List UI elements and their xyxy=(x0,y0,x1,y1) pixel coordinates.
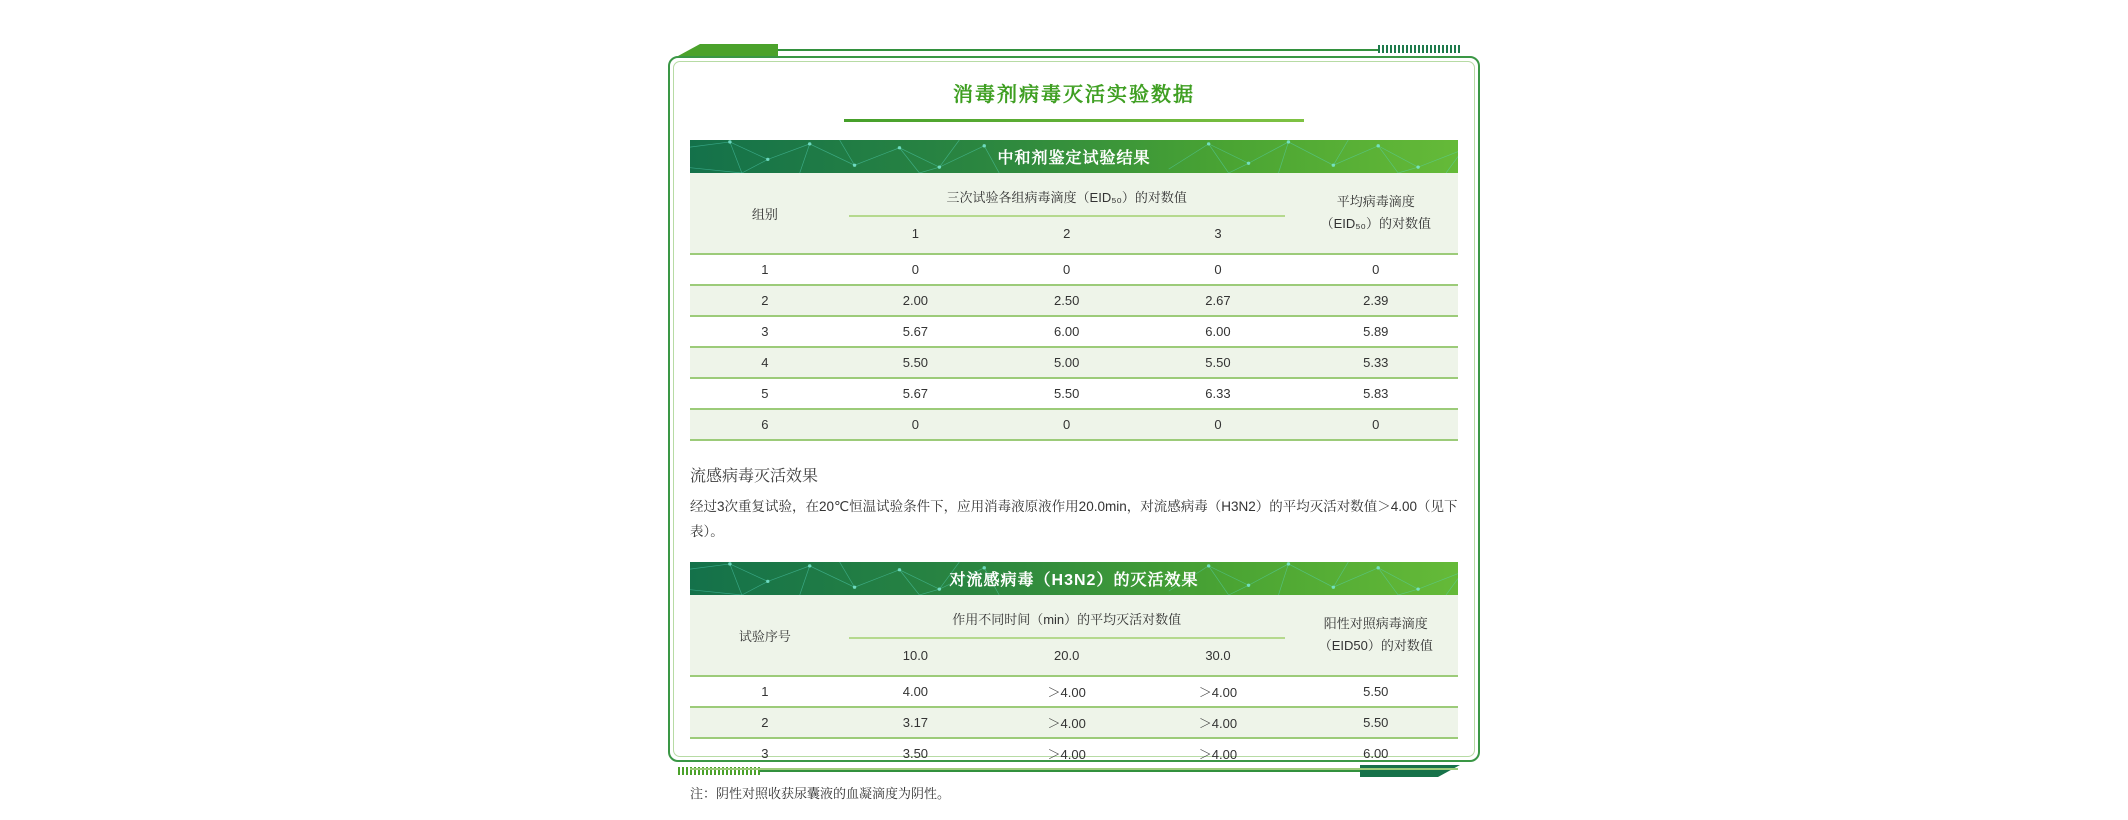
section-paragraph: 经过3次重复试验，在20℃恒温试验条件下，应用消毒液原液作用20.0min，对流感病毒（H3N2）的平均灭活对数值＞4.00（见下表）。 xyxy=(690,499,1458,539)
table-row xyxy=(690,315,1458,346)
table-cell: 3.17 xyxy=(902,715,929,730)
table-cell: 5.89 xyxy=(1363,324,1389,339)
table-cell: 3 xyxy=(761,324,769,339)
table-row xyxy=(690,377,1458,408)
table-cell: 2.39 xyxy=(1363,293,1389,308)
table-cell: 6.33 xyxy=(1205,386,1231,401)
table-cell: 5.83 xyxy=(1363,386,1389,401)
table-cell: 6.00 xyxy=(1054,324,1080,339)
banner-title: 对流感病毒（H3N2）的灭活效果 xyxy=(949,572,1199,589)
decorative-dashes-top-right xyxy=(1378,45,1460,53)
column-header-positive-control xyxy=(1294,595,1458,675)
table-cell: 3.50 xyxy=(902,746,929,761)
table-cell: 5.00 xyxy=(1054,355,1080,370)
table-cell: 5.67 xyxy=(902,386,929,401)
table-cell: 2 xyxy=(761,715,769,730)
table-cell: 0 xyxy=(1214,417,1222,432)
table-cell: 6 xyxy=(761,417,769,432)
table-cell: 0 xyxy=(1214,262,1222,277)
table-cell: 5.50 xyxy=(1205,355,1231,370)
sub-header: 2 xyxy=(1063,226,1071,241)
table-row xyxy=(690,408,1458,439)
section-banner-neutralizer-test xyxy=(690,140,1458,173)
table-cell: ＞4.00 xyxy=(1198,747,1238,762)
sub-header: 30.0 xyxy=(1205,648,1231,663)
span-header-label: 三次试验各组病毒滴度（EID₅₀）的对数值 xyxy=(946,190,1187,205)
table-cell: 2 xyxy=(761,293,769,308)
column-header-group: 组别 xyxy=(751,206,778,222)
sub-header: 3 xyxy=(1214,226,1222,241)
table-cell: 5.50 xyxy=(1363,684,1389,699)
column-header-positive-control-line2: （EID50）的对数值 xyxy=(1318,638,1433,653)
table-cell: ＞4.00 xyxy=(1047,685,1086,700)
table-cell: ＞4.00 xyxy=(1198,716,1238,731)
page-title: 消毒剂病毒灭活实验数据 xyxy=(953,84,1195,106)
table-cell: 5.67 xyxy=(902,324,929,339)
section-banner-h3n2-inactivation xyxy=(690,562,1458,595)
section-heading: 流感病毒灭活效果 xyxy=(690,468,819,485)
table-cell: 0 xyxy=(1063,417,1071,432)
column-header-span-block xyxy=(840,595,1294,675)
column-header-trial-number: 试验序号 xyxy=(738,628,791,644)
banner-title: 中和剂鉴定试验结果 xyxy=(997,150,1151,167)
table-cell: 0 xyxy=(911,262,919,277)
table-cell: 5.33 xyxy=(1363,355,1389,370)
table-cell: 1 xyxy=(761,262,769,277)
report-card xyxy=(668,56,1480,801)
column-header-average xyxy=(1294,173,1458,253)
table-cell: 0 xyxy=(911,417,919,432)
table-cell: 5.50 xyxy=(1054,386,1080,401)
table1-header xyxy=(690,173,1458,253)
card-content xyxy=(670,58,1478,801)
table-cell: ＞4.00 xyxy=(1047,747,1086,762)
table-cell: 5 xyxy=(761,386,769,401)
table-row xyxy=(690,253,1458,284)
table-cell: 5.50 xyxy=(902,355,929,370)
decorative-line-bottom xyxy=(760,770,1360,772)
table-cell: 1 xyxy=(761,684,769,699)
table-cell: 6.00 xyxy=(1363,746,1389,761)
column-header-positive-control-line1: 阳性对照病毒滴度 xyxy=(1323,616,1428,631)
table-cell: 0 xyxy=(1063,262,1071,277)
footnote: 注：阴性对照收获尿囊液的血凝滴度为阴性。 xyxy=(690,786,951,801)
table-cell: 6.00 xyxy=(1205,324,1231,339)
table-cell: 4.00 xyxy=(902,684,929,699)
table-row xyxy=(690,284,1458,315)
sub-header-row xyxy=(840,639,1294,675)
title-underline xyxy=(844,119,1304,122)
sub-header: 10.0 xyxy=(902,648,929,663)
decorative-line-top xyxy=(778,49,1378,51)
table-cell: 2.00 xyxy=(902,293,929,308)
table1-body xyxy=(690,253,1458,441)
span-header-label: 作用不同时间（min）的平均灭活对数值 xyxy=(952,612,1182,627)
table-row xyxy=(690,346,1458,377)
table-cell: 0 xyxy=(1372,417,1380,432)
table-cell: 2.67 xyxy=(1205,293,1231,308)
table-row xyxy=(690,706,1458,737)
column-header-average-line2: （EID₅₀）的对数值 xyxy=(1320,216,1431,231)
table2-header xyxy=(690,595,1458,675)
table-row xyxy=(690,675,1458,706)
table-row xyxy=(690,737,1458,768)
table2-body xyxy=(690,675,1458,770)
table-cell: 5.50 xyxy=(1363,715,1389,730)
sub-header-row xyxy=(840,217,1294,253)
corner-tab-top-left xyxy=(678,44,778,56)
sub-header: 20.0 xyxy=(1054,648,1080,663)
column-header-span-block xyxy=(840,173,1294,253)
column-header-average-line1: 平均病毒滴度 xyxy=(1336,194,1415,209)
table-cell: 4 xyxy=(761,355,769,370)
table-cell: 0 xyxy=(1372,262,1380,277)
table-cell: ＞4.00 xyxy=(1198,685,1238,700)
sub-header: 1 xyxy=(911,226,920,241)
table-cell: 2.50 xyxy=(1054,293,1080,308)
table-cell: 3 xyxy=(761,746,769,761)
table-cell: ＞4.00 xyxy=(1047,716,1086,731)
